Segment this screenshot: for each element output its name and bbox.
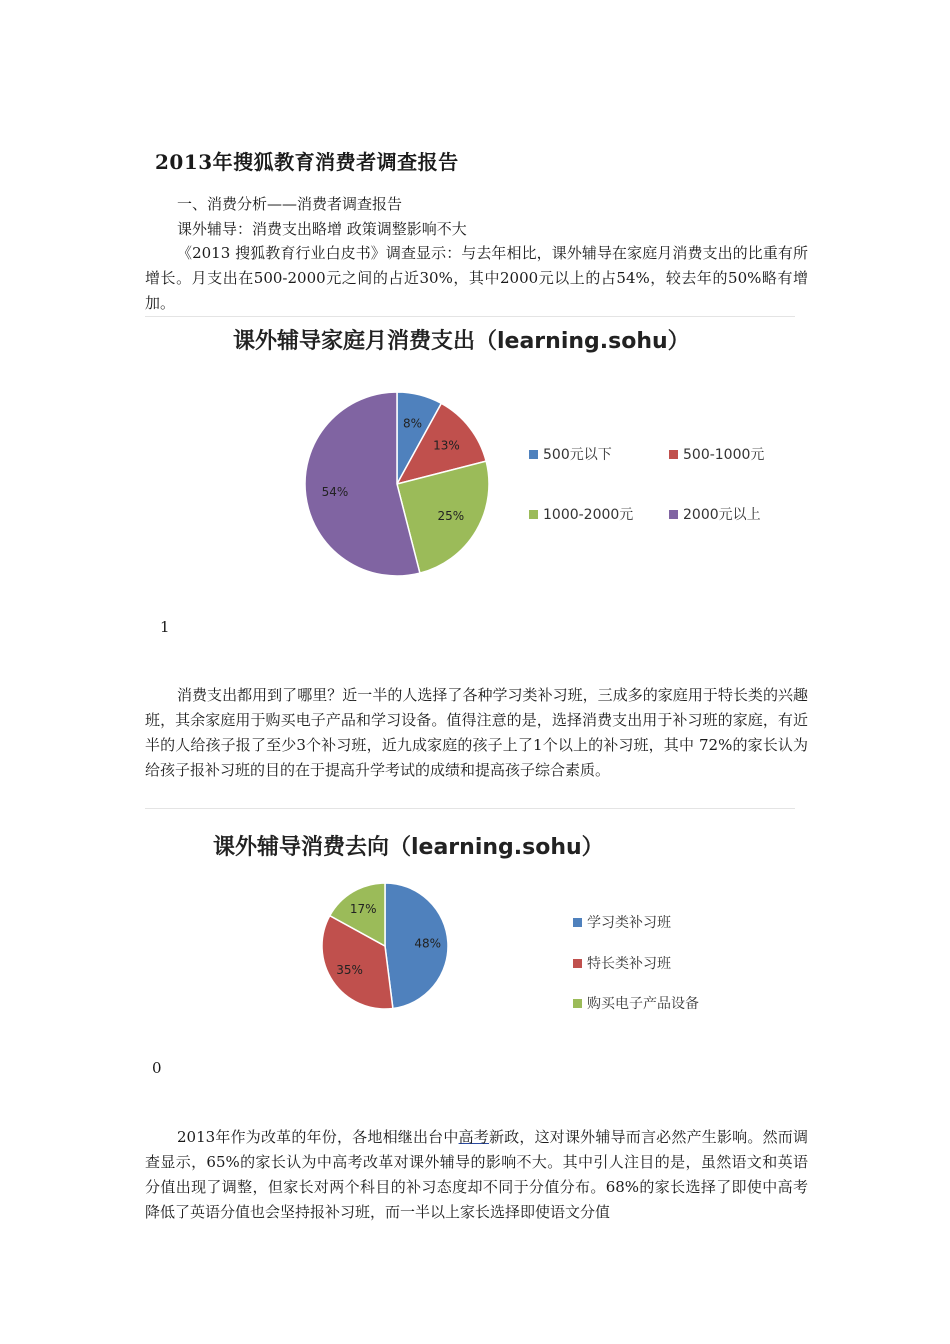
chart-2-slice-label-2: 17% xyxy=(349,902,377,917)
chart-1-legend-label-0: 500元以下 xyxy=(543,447,612,463)
chart-2-legend-swatch-2 xyxy=(573,999,582,1008)
figure-2-top-rule xyxy=(145,808,795,809)
paragraph-3-part-2: 新政，这对课外辅导而言必然产生影响。然而调查显示，65%的家长认为中高考改革对课外辅导的影响不大。其中引人注目的是，虽然语文和英语分值出现了调整，但家长对两个科目的补习态度却不同于分值分布。68%的家长选择了即使中高考降低了英语分值也会坚持报补习班，而一半以上家长选择即使语文分值 xyxy=(145,1128,808,1221)
chart-2-legend-item-2 xyxy=(573,993,699,1013)
chart-2-title: 课外辅导消费去向（learning.sohu） xyxy=(213,835,604,860)
chart-1-legend-swatch-0 xyxy=(529,450,538,459)
paragraph-2: 消费支出都用到了哪里？近一半的人选择了各种学习类补习班，三成多的家庭用于特长类的兴趣班，其余家庭用于购买电子产品和学习设备。值得注意的是，选择消费支出用于补习班的家庭，有近半的人给孩子报了至少3个补习班，近九成家庭的孩子上了1个以上的补习班，其中 72%的家长认为给孩子报补习班的目的在于提高升学考试的成绩和提高孩子综合素质。 xyxy=(145,686,808,779)
chart-1-legend-item-2 xyxy=(529,504,633,524)
chart-1-slice-label-0: 8% xyxy=(403,416,423,431)
subheading: 课外辅导：消费支出略增 政策调整影响不大 xyxy=(177,220,467,238)
chart-2-slice-label-0: 48% xyxy=(414,936,442,951)
chart-2-legend-label-0: 学习类补习班 xyxy=(587,915,671,931)
section-heading: 一、消费分析——消费者调查报告 xyxy=(177,195,403,213)
chart-1-slice-label-3: 54% xyxy=(321,484,349,499)
figure-2-marker: 0 xyxy=(152,1059,162,1077)
chart-1-legend-label-2: 1000-2000元 xyxy=(543,507,634,523)
chart-1-legend-label-1: 500-1000元 xyxy=(683,447,765,463)
gaokao-link[interactable]: 高考 xyxy=(458,1128,489,1146)
chart-monthly-spending xyxy=(145,320,795,600)
chart-1-slice-label-1: 13% xyxy=(433,438,460,453)
chart-spending-destination xyxy=(145,820,795,1040)
chart-2-legend-swatch-1 xyxy=(573,959,582,968)
paragraph-3-part-1: 2013年作为改革的年份，各地相继出台中 xyxy=(177,1128,459,1146)
figure-1-marker: 1 xyxy=(160,618,170,636)
paragraph-3 xyxy=(145,1125,808,1225)
chart-2-legend-swatch-0 xyxy=(573,918,582,927)
chart-2-legend-label-2: 购买电子产品设备 xyxy=(587,996,699,1012)
chart-1-legend-item-3 xyxy=(669,504,761,524)
chart-2-slice-label-1: 35% xyxy=(336,963,363,978)
chart-1-legend-item-0 xyxy=(529,444,612,464)
chart-1-legend-item-1 xyxy=(669,444,764,464)
document-title: 2013年搜狐教育消费者调查报告 xyxy=(155,150,459,174)
chart-2-legend-item-0 xyxy=(573,912,671,932)
figure-1-top-rule xyxy=(145,316,795,317)
paragraph-1: 《2013 搜狐教育行业白皮书》调查显示：与去年相比，课外辅导在家庭月消费支出的比重有所增长。月支出在500-2000元之间的占近30%，其中2000元以上的占54%，较去年的50%略有增加。 xyxy=(145,244,808,312)
chart-2-legend-label-1: 特长类补习班 xyxy=(587,956,671,972)
chart-1-slice-label-2: 25% xyxy=(437,508,465,523)
chart-1-legend-swatch-1 xyxy=(669,450,678,459)
chart-1-legend-label-3: 2000元以上 xyxy=(683,507,761,523)
chart-1-title: 课外辅导家庭月消费支出（learning.sohu） xyxy=(233,329,690,354)
chart-1-legend-swatch-2 xyxy=(529,510,538,519)
chart-1-legend-swatch-3 xyxy=(669,510,678,519)
chart-2-legend-item-1 xyxy=(573,953,671,973)
